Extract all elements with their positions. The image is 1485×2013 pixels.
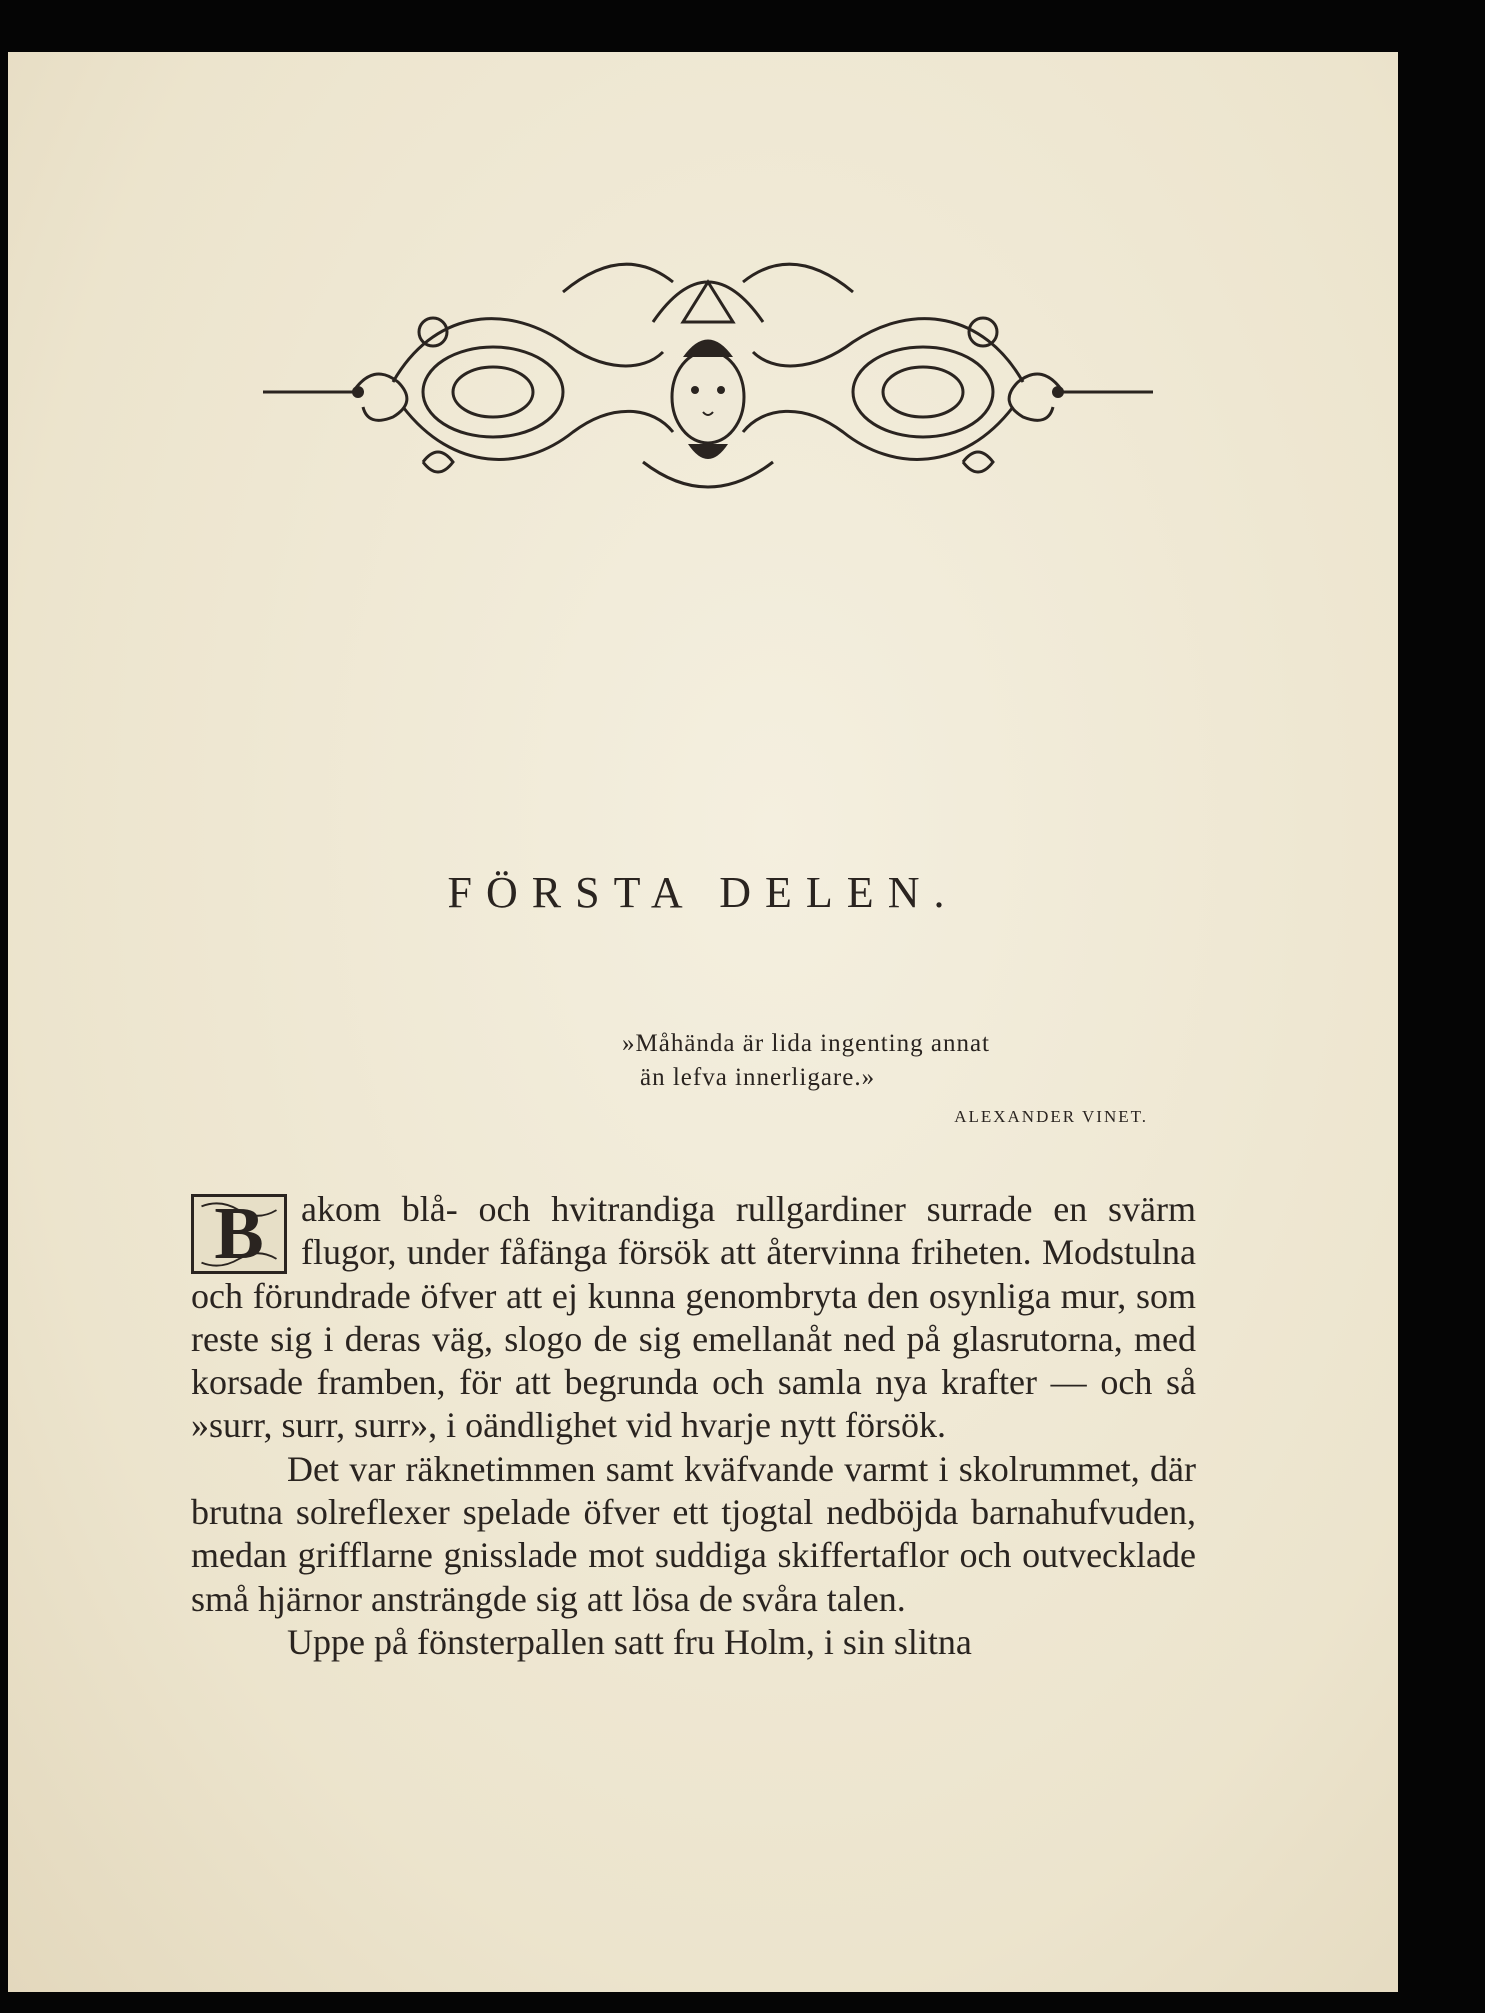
epigraph-quote (622, 1027, 1142, 1095)
epigraph-line: »Måhända är lida ingenting annat (622, 1030, 990, 1057)
drop-cap (191, 1194, 287, 1274)
epigraph-author: ALEXANDER VINET. (954, 1107, 1148, 1126)
paragraph (191, 1188, 1196, 1448)
paragraph: Uppe på fönsterpallen satt fru Holm, i sin slitna (287, 1621, 972, 1662)
chapter-body (191, 1188, 1196, 1664)
part-title: FÖRSTA DELEN. (447, 868, 959, 917)
drop-cap-letter: B (214, 1193, 264, 1275)
headpiece-ornament-icon (263, 232, 1153, 522)
paragraph-text: akom blå- och hvitrandiga rullgardiner surrade en svärm flugor, under fåfänga försök att återvinna friheten. Modstulna och förundrade öfver att ej kunna genombryta den osynliga mur, som reste sig i deras väg, slogo de sig emellanåt ned på glasrutorna, med korsade framben, för att begrunda och samla nya krafter — och så »surr, surr, surr», i oändlighet vid hvarje nytt försök. (191, 1189, 1196, 1446)
paragraph: Det var räknetimmen samt kväfvande varmt i skolrummet, där brutna solreflexer spelade öfver ett tjogtal nedböjda barnahufvuden, medan grifflarne gnisslade mot suddiga skiffertaflor och outvecklade små hjärnor ansträngde sig att lösa de svåra talen. (191, 1448, 1196, 1619)
book-page (8, 52, 1398, 1992)
epigraph-line: än lefva innerligare.» (640, 1064, 876, 1091)
